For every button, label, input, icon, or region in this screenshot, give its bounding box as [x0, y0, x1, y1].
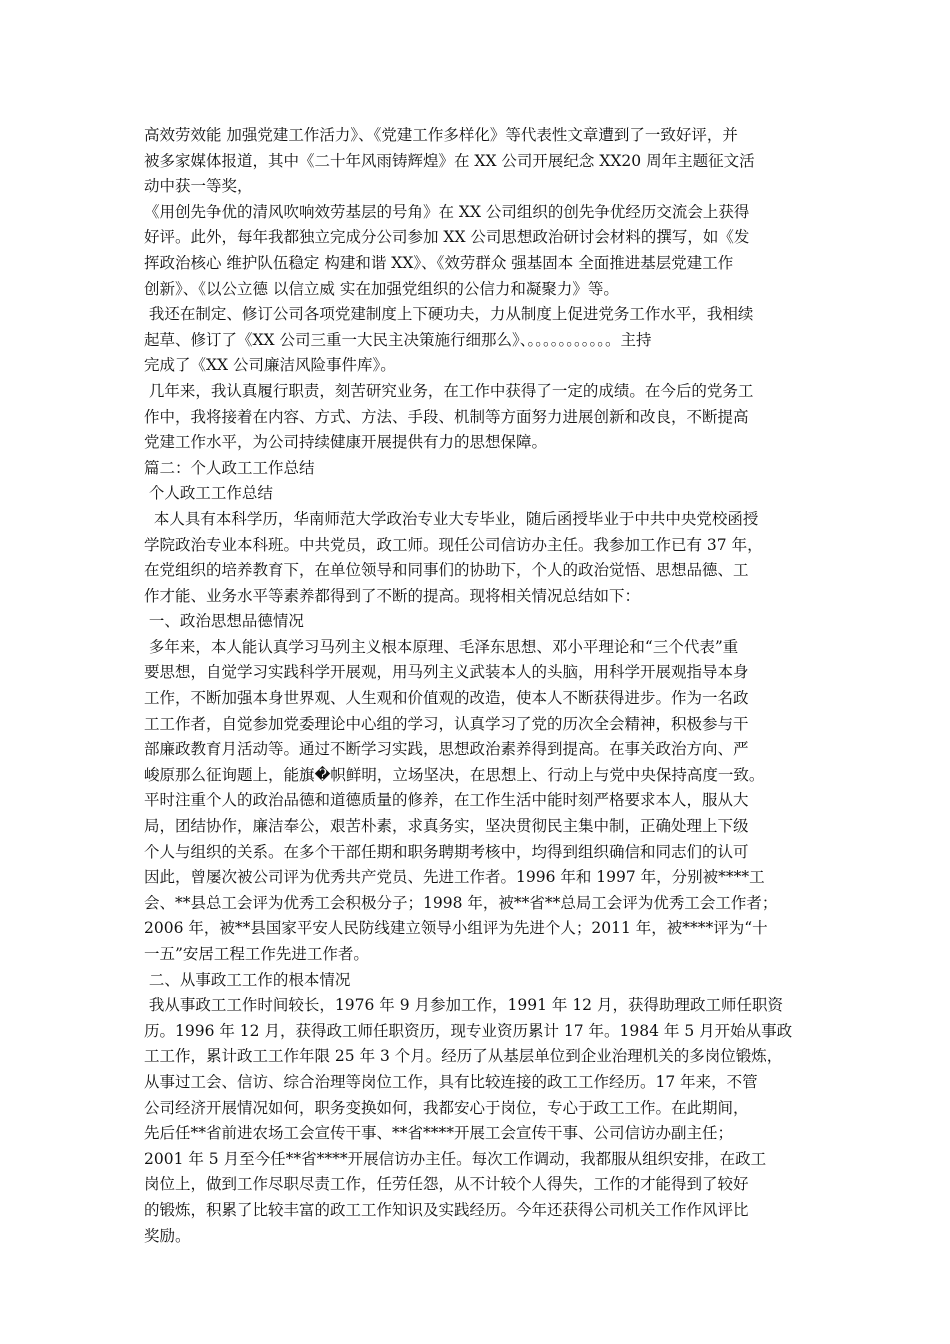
text-line: 公司经济开展情况如何，职务变换如何，我都安心于岗位，专心于政工工作。在此期间，	[144, 1098, 749, 1117]
text-line: 被多家媒体报道，其中《二十年风雨铸辉煌》在 XX 公司开展纪念 XX20 周年主题征文活	[144, 151, 755, 170]
text-line: 高效劳效能 加强党建工作活力》、《党建工作多样化》等代表性文章遭到了一致好评，并	[144, 126, 738, 144]
text-line: 作才能、业务水平等素养都得到了不断的提高。现将相关情况总结如下：	[144, 586, 641, 605]
text-line: 岗位上，做到工作尽职尽责工作，任劳任怨，从不计较个人得失，工作的才能得到了较好	[144, 1175, 749, 1194]
text-line: 在党组织的培养教育下，在单位领导和同事们的协助下，个人的政治觉悟、思想品德、工	[144, 561, 749, 580]
text-line: 工工作者，自觉参加党委理论中心组的学习，认真学习了党的历次全会精神，积极参与干	[144, 714, 749, 733]
text-line: 创新》、《以公立德 以信立威 实在加强党组织的公信力和凝聚力》等。	[144, 279, 619, 298]
document-body	[144, 123, 808, 1249]
section-heading: 二、从事政工工作的根本情况	[144, 970, 351, 989]
text-line: 多年来，本人能认真学习马列主义根本原理、毛泽东思想、邓小平理论和“三个代表”重	[144, 637, 739, 656]
document-title: 个人政工工作总结	[144, 484, 273, 503]
text-line: 我还在制定、修订公司各项党建制度上下硬功夫，力从制度上促进党务工作水平，我相续	[144, 305, 754, 324]
text-line: 一五”安居工程工作先进工作者。	[144, 945, 369, 963]
text-line: 动中获一等奖，	[144, 177, 253, 196]
text-line: 个人与组织的关系。在多个干部任期和职务聘期考核中，均得到组织确信和同志们的认可	[144, 842, 749, 861]
text-line: 奖励。	[144, 1226, 191, 1245]
text-line: 要思想，自觉学习实践科学开展观，用马列主义武装本人的头脑，用科学开展观指导本身	[144, 663, 749, 682]
text-line: 工工作，累计政工工作年限 25 年 3 个月。经历了从基层单位到企业治理机关的多岗位锻炼，	[144, 1047, 783, 1066]
text-line: 先后任**省前进农场工会宣传干事、**省****开展工会宣传干事、公司信访办副主任；	[144, 1124, 734, 1143]
text-line: 平时注重个人的政治品德和道德质量的修养，在工作生活中能时刻严格要求本人，服从大	[144, 791, 749, 810]
text-line: 工作，不断加强本身世界观、人生观和价值观的改造，使本人不断获得进步。作为一名政	[144, 689, 749, 708]
text-line: 历。1996 年 12 月，获得政工师任职资历，现专业资历累计 17 年。1984 年 5 月开始从事政	[144, 1021, 793, 1040]
text-line: 从事过工会、信访、综合治理等岗位工作，具有比较连接的政工工作经历。17 年来，不管	[144, 1072, 758, 1091]
text-line: 的锻炼，积累了比较丰富的政工工作知识及实践经历。今年还获得公司机关工作作风评比	[144, 1200, 749, 1219]
text-line: 本人具有本科学历，华南师范大学政治专业大专毕业，随后函授毕业于中共中央党校函授	[144, 509, 759, 528]
text-line: 几年来，我认真履行职责，刻苦研究业务，在工作中获得了一定的成绩。在今后的党务工	[144, 381, 754, 400]
text-line: 因此，曾屡次被公司评为优秀共产党员、先进工作者。1996 年和 1997 年，分别被****工	[144, 868, 765, 887]
text-line: 党建工作水平，为公司持续健康开展提供有力的思想保障。	[144, 433, 548, 452]
text-line: 完成了《XX 公司廉洁风险事件库》。	[144, 356, 396, 375]
text-line: 挥政治核心 维护队伍稳定 构建和谐 XX》、《效劳群众 强基固本 全面推进基层党建工作	[144, 253, 734, 272]
text-line: 好评。此外，每年我都独立完成分公司参加 XX 公司思想政治研讨会材料的撰写，如《发	[144, 228, 750, 247]
text-line: 2006 年，被**县国家平安人民防线建立领导小组评为先进个人；2011 年，被****评为“十	[144, 919, 768, 938]
text-line: 起草、修订了《XX 公司三重一大民主决策施行细那么》、。。。。。。。。。。。主持	[144, 330, 652, 349]
text-line: 《用创先争优的清风吹响效劳基层的号角》在 XX 公司组织的创先争优经历交流会上获得	[144, 202, 750, 221]
text-line: 会、**县总工会评为优秀工会积极分子；1998 年，被**省**总局工会评为优秀工会工作者；	[144, 893, 778, 912]
text-line: 局，团结协作，廉洁奉公，艰苦朴素，求真务实，坚决贯彻民主集中制，正确处理上下级	[144, 817, 749, 836]
section-heading: 一、政治思想品德情况	[144, 612, 304, 631]
text-line: 2001 年 5 月至今任**省****开展信访办主任。每次工作调动，我都服从组织安排，在政工	[144, 1149, 767, 1168]
text-line: 峻原那么征询题上，能旗�帜鲜明，立场坚决，在思想上、行动上与党中央保持高度一致。	[144, 765, 765, 784]
section-heading: 篇二：个人政工工作总结	[144, 458, 315, 477]
text-line: 作中，我将接着在内容、方式、方法、手段、机制等方面努力进展创新和改良，不断提高	[144, 407, 749, 426]
text-line: 部廉政教育月活动等。通过不断学习实践，思想政治素养得到提高。在事关政治方向、严	[144, 740, 749, 759]
text-line: 学院政治专业本科班。中共党员，政工师。现任公司信访办主任。我参加工作已有 37 年，	[144, 535, 763, 554]
text-line: 我从事政工工作时间较长，1976 年 9 月参加工作，1991 年 12 月，获得助理政工师任职资	[144, 996, 783, 1015]
